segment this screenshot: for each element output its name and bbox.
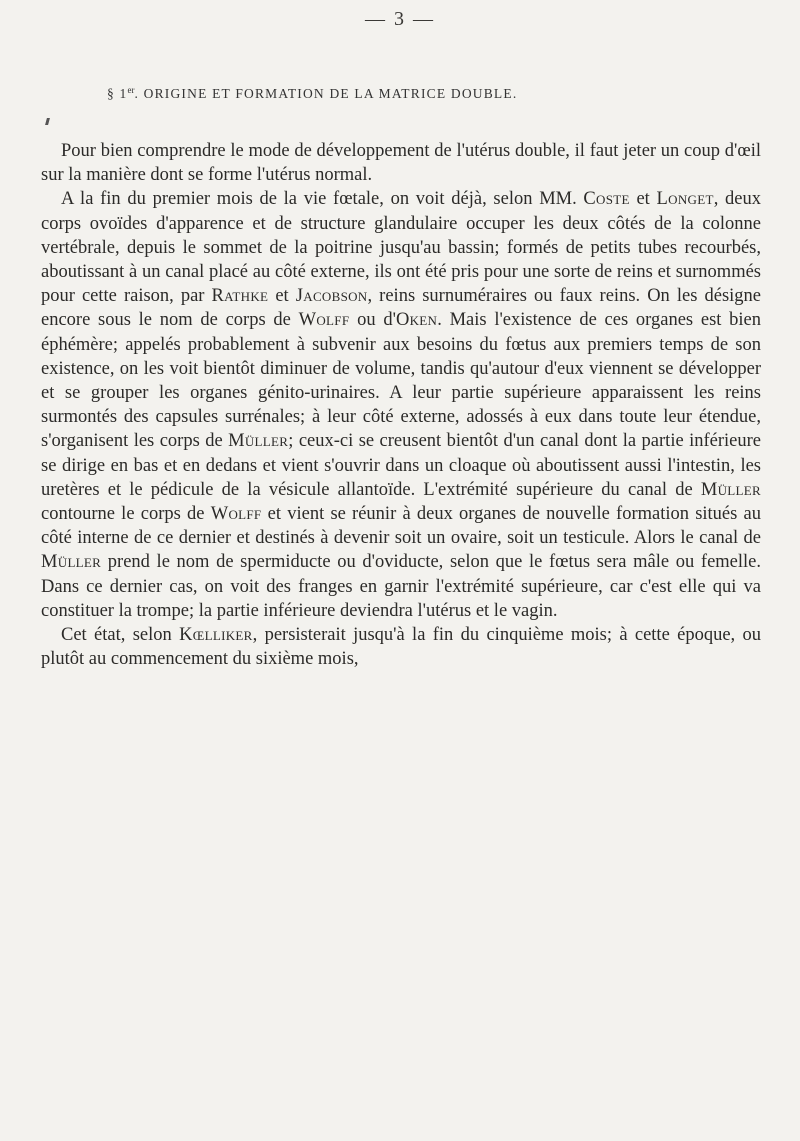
section-title: . ORIGINE ET FORMATION DE LA MATRICE DOUBLE. [134, 86, 518, 101]
author-name: Müller [700, 479, 761, 500]
ordinal-superscript: er [127, 85, 135, 95]
page-number: — 3 — [365, 8, 435, 30]
author-name: Longet [656, 189, 714, 210]
section-heading [107, 85, 707, 102]
author-name: Rathke [211, 286, 269, 307]
text-run: , deux corps ovoïdes d'apparence et de structure glandulaire occuper les deux côtés de la colonne vertébrale, depuis le sommet de la poitrine jusqu'au bassin; formés de petits tubes recourbés, aboutissant à un canal placé au côté externe, ils ont été pris pour une sorte de reins et surnommés pour cette raison, par [41, 189, 761, 307]
text-run: prend le nom de spermiducte ou d'oviducte, selon que le fœtus sera mâle ou femelle. Dans ce dernier cas, on voit des franges en garnir l'extrémité supérieure, car c'est elle qui va constituer la trompe; la partie inférieure deviendra l'utérus et le vagin. [41, 552, 761, 621]
text-run: Cet état, selon [61, 625, 180, 646]
text-run: et vient se réunir à deux organes de nouvelle formation situés au côté interne de ce dernier et destinés à devenir soit un ovaire, soit un testicule. Alors le canal de [41, 504, 762, 549]
text-run: , persisterait jusqu'à la fin du cinquième mois; à cette époque, ou plutôt au commencement du sixième mois, [41, 625, 762, 670]
stray-ink-mark [45, 118, 50, 125]
author-name: Wolff [298, 310, 350, 331]
paragraph-3 [41, 623, 761, 671]
text-run: ou d' [349, 310, 396, 331]
author-name: Müller [228, 431, 289, 452]
text-run: contourne le corps de [41, 504, 211, 525]
section-mark: § 1 [107, 86, 128, 101]
text-run: A la fin du premier mois de la vie fœtale, on voit déjà, selon MM. [61, 189, 584, 210]
text-run: et [629, 189, 657, 210]
author-name: Oken [395, 310, 438, 331]
paragraph-2 [41, 187, 761, 623]
author-name: Jacobson [295, 286, 368, 307]
paragraph-1: Pour bien comprendre le mode de développement de l'utérus double, il faut jeter un coup d'œil sur la manière dont se forme l'utérus normal. [41, 141, 761, 186]
author-name: Müller [41, 552, 102, 573]
author-name: Kœlliker [179, 625, 253, 646]
text-run: et [268, 286, 296, 307]
text-run: ; ceux-ci se creusent bientôt d'un canal dont la partie inférieure se dirige en bas et en dedans et vient s'ouvrir dans un cloaque où aboutissent aussi l'intestin, les uretères et le pédicule de la vésicule allantoïde. L'extrémité supérieure du canal de [41, 431, 762, 500]
body-text [41, 139, 761, 671]
author-name: Coste [583, 189, 630, 210]
text-run: , reins surnuméraires ou faux reins. On les désigne encore sous le nom de corps de [41, 286, 761, 331]
author-name: Wolff [210, 504, 262, 525]
text-run: . Mais l'existence de ces organes est bien éphémère; appelés probablement à subvenir aux besoins du fœtus aux premiers temps de son existence, on les voit bientôt diminuer de volume, tandis qu'autour d'eux viennent se développer et se grouper les organes génito-urinaires. A leur partie supérieure apparaissent les reins surmontés des capsules surrénales; à leur côté externe, adossés à eux dans toute leur étendue, s'organisent les corps de [41, 310, 761, 452]
